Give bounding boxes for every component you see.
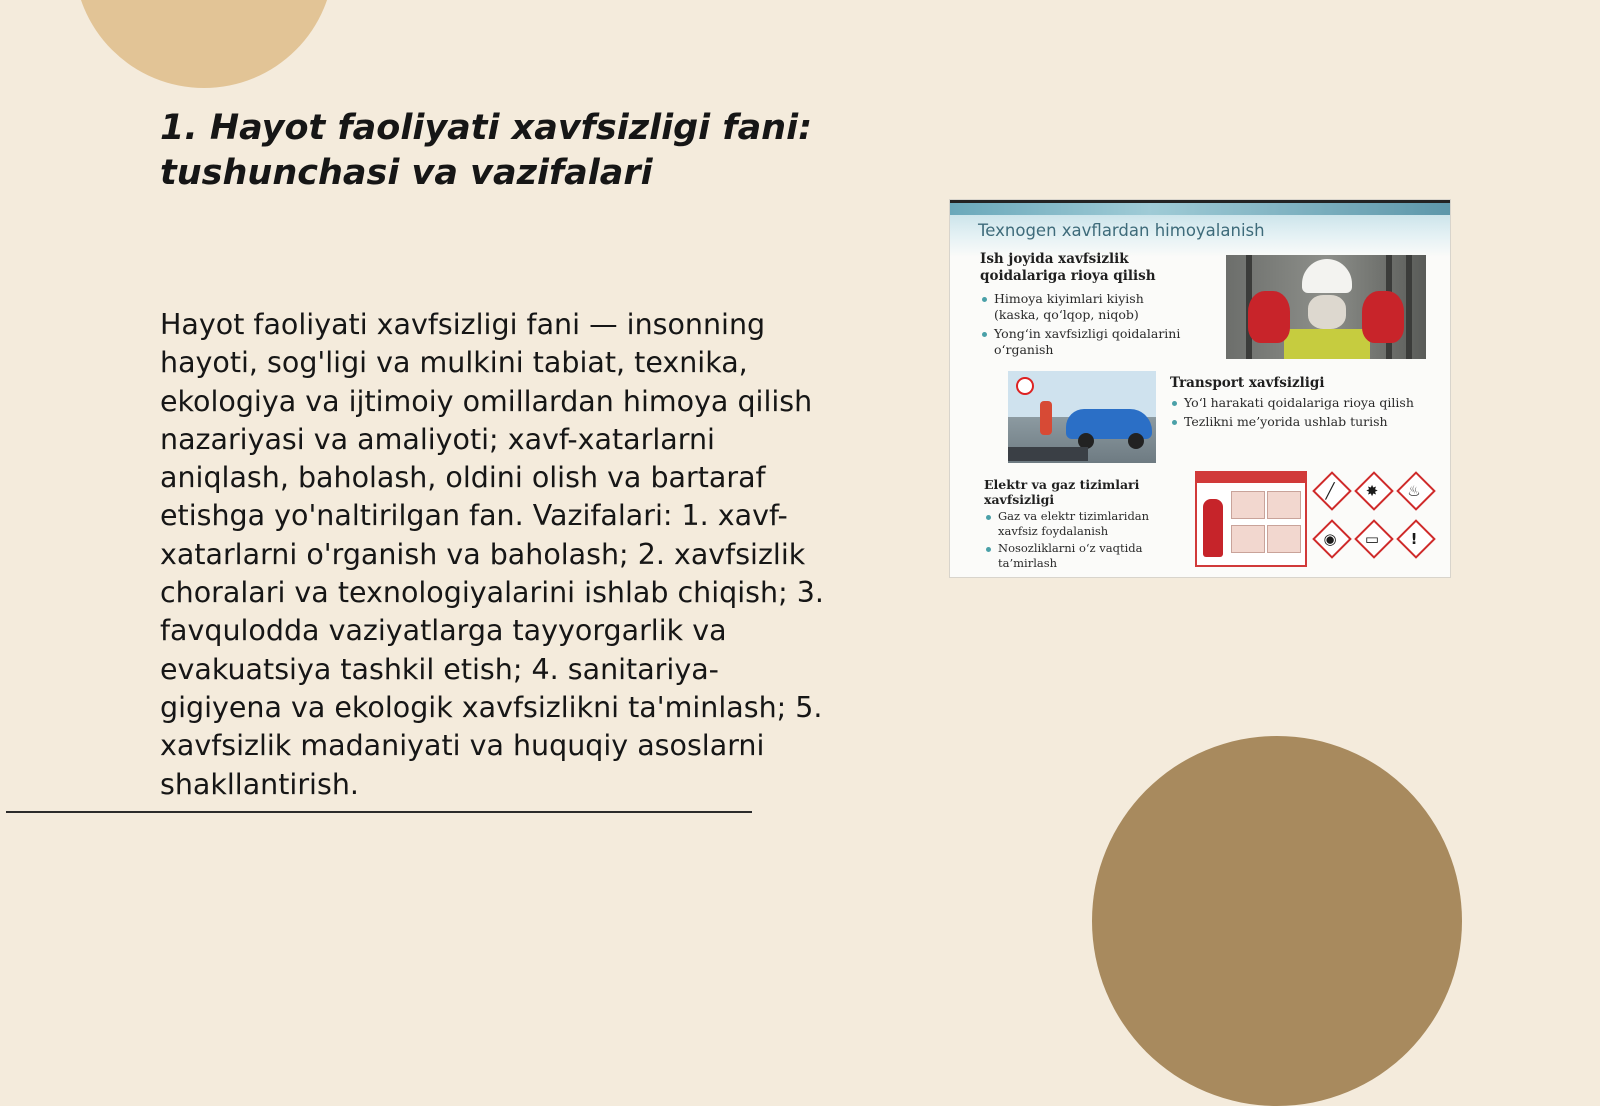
pedestrian-car-photo — [1008, 371, 1156, 463]
worker-protective-gear-photo — [1226, 255, 1426, 359]
decorative-circle-bottom — [1092, 736, 1462, 1106]
workplace-heading: Ish joyida xavfsizlik qoidalariga rioya qilish — [980, 251, 1156, 284]
electric-list — [984, 509, 1189, 573]
banner-wave — [950, 203, 1450, 215]
transport-heading: Transport xavfsizligi — [1170, 375, 1325, 391]
decorative-circle-top — [74, 0, 334, 88]
infographic-title: Texnogen xavflardan himoyalanish — [978, 221, 1265, 240]
list-item: Tezlikni me’yorida ushlab turish — [1170, 414, 1430, 430]
electric-heading: Elektr va gaz tizimlari xavfsizligi — [984, 477, 1140, 507]
list-item: Yong‘in xavfsizligi qoidalarini o‘rganish — [980, 326, 1185, 358]
slide-title: 1. Hayot faoliyati xavfsizligi fani: tushunchasi va vazifalari — [160, 108, 813, 193]
list-item: Himoya kiyimlari kiyish (kaska, qo‘lqop, niqob) — [980, 291, 1185, 323]
transport-list — [1170, 395, 1430, 433]
fire-extinguisher-icon — [1203, 499, 1223, 557]
safety-infographic: Texnogen xavflardan himoyalanish Ish joyida xavfsizlik qoidalariga rioya qilish Himoya kiyimlari kiyish (kaska, qo‘lqop, niqob) Yong‘in xavfsizligi qoidalarini o‘rganish Transport xavfsizligi Yo‘l harakati qoidalariga rioya qilish Tezlikni me’yorida ushlab turish Elektr va gaz tizimlari xavfsizligi Gaz va elektr tizimlaridan xavfsiz foydalanish Nosozliklarni o‘z vaqtida ta’mirlash ╱ ✸ ♨ ◉ ▭ ! — [950, 200, 1450, 577]
workplace-list — [980, 291, 1185, 361]
slide-body-text: Hayot faoliyati xavfsizligi fani — insonning hayoti, sog'ligi va mulkini tabiat, texnika, ekologiya va ijtimoiy omillardan himoya qilish nazariyasi va amaliyoti; xavf-xatarlarni aniqlash, baholash, oldini olish va bartaraf etishga yo'naltirilgan fan. Vazifalari: 1. xavf-xatarlarni o'rganish va baholash; 2. xavfsizlik choralari va texnologiyalarini ishlab chiqish; 3. favqulodda vaziyatlarga tayyorgarlik va evakuatsiya tashkil etish; 4. sanitariya-gigiyena va ekologik xavfsizlikni ta'minlash; 5. xavfsizlik madaniyati va huquqiy asoslarni shakllantirish. — [160, 308, 824, 801]
list-item: Yo‘l harakati qoidalariga rioya qilish — [1170, 395, 1430, 411]
fire-extinguisher-panel — [1195, 471, 1307, 567]
no-pedestrian-sign-icon — [1016, 377, 1034, 395]
list-item: Gaz va elektr tizimlaridan xavfsiz foydalanish — [984, 509, 1189, 538]
divider-line — [6, 811, 752, 813]
list-item: Nosozliklarni o‘z vaqtida ta’mirlash — [984, 541, 1189, 570]
